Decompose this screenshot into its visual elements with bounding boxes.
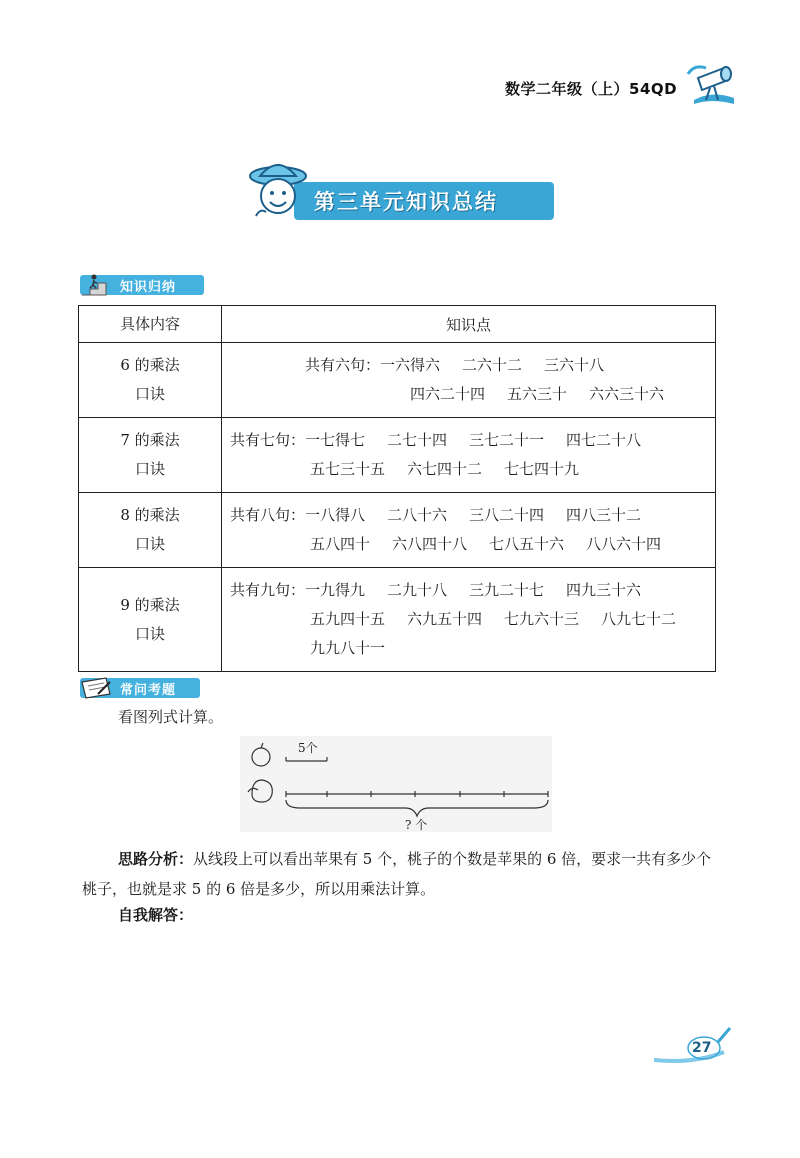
peach-count-label: ? 个 bbox=[405, 818, 428, 832]
apple-icon bbox=[252, 743, 270, 766]
row-name: 6 的乘法 口诀 bbox=[79, 343, 222, 418]
row-name: 7 的乘法 口诀 bbox=[79, 418, 222, 493]
page-number: 27 bbox=[692, 1040, 712, 1056]
table-header-row bbox=[79, 306, 716, 343]
table-row bbox=[79, 568, 716, 672]
unit-banner bbox=[246, 158, 556, 228]
header-points: 知识点 bbox=[222, 306, 716, 343]
line-segment-diagram bbox=[240, 736, 552, 832]
analysis-label: 思路分析： bbox=[118, 850, 194, 868]
table-row bbox=[79, 343, 716, 418]
question-prompt: 看图列式计算。 bbox=[118, 708, 224, 726]
book-title: 数学二年级（上）54QD bbox=[505, 80, 678, 98]
analysis-paragraph bbox=[82, 844, 722, 904]
peach-icon bbox=[248, 780, 272, 802]
notebook-pen-icon bbox=[80, 676, 114, 700]
apple-count-label: 5个 bbox=[298, 741, 318, 755]
stairs-runner-icon bbox=[80, 273, 114, 297]
total-brace bbox=[286, 800, 548, 816]
question-tag-label: 常问考题 bbox=[120, 683, 177, 698]
apple-segment bbox=[286, 757, 327, 761]
row-points: 共有八句：一八得八 二八十六 三八二十四 四八三十二 五八四十 六八四十八 七八五十六 八八六十四 bbox=[222, 493, 716, 568]
knowledge-tag-label: 知识归纳 bbox=[120, 280, 177, 295]
row-name: 8 的乘法 口诀 bbox=[79, 493, 222, 568]
unit-title: 第三单元知识总结 bbox=[314, 190, 498, 214]
header-content: 具体内容 bbox=[79, 306, 222, 343]
peach-segment bbox=[286, 791, 548, 797]
knowledge-table bbox=[78, 305, 716, 672]
analysis-text: 从线段上可以看出苹果有 5 个，桃子的个数是苹果的 6 倍，要求一共有多少个桃子，也就是求 5 的 6 倍是多少，所以用乘法计算。 bbox=[82, 850, 712, 898]
table-row bbox=[79, 493, 716, 568]
row-points: 共有六句：一六得六 二六十二 三六十八 四六二十四 五六三十 六六三十六 bbox=[222, 343, 716, 418]
row-name: 9 的乘法 口诀 bbox=[79, 568, 222, 672]
answer-section bbox=[118, 904, 193, 925]
row-points: 共有七句：一七得七 二七十四 三七二十一 四七二十八 五七三十五 六七四十二 七七四十九 bbox=[222, 418, 716, 493]
cartoon-kid-icon bbox=[246, 158, 312, 228]
telescope-logo-icon bbox=[684, 60, 740, 106]
question-tag bbox=[80, 676, 200, 700]
row-points: 共有九句：一九得九 二九十八 三九二十七 四九三十六 五九四十五 六九五十四 七九六十三 八九七十二 九九八十一 bbox=[222, 568, 716, 672]
answer-label: 自我解答： bbox=[118, 906, 194, 924]
diagram-drawing bbox=[240, 736, 552, 832]
knowledge-tag bbox=[80, 273, 204, 297]
table-row bbox=[79, 418, 716, 493]
